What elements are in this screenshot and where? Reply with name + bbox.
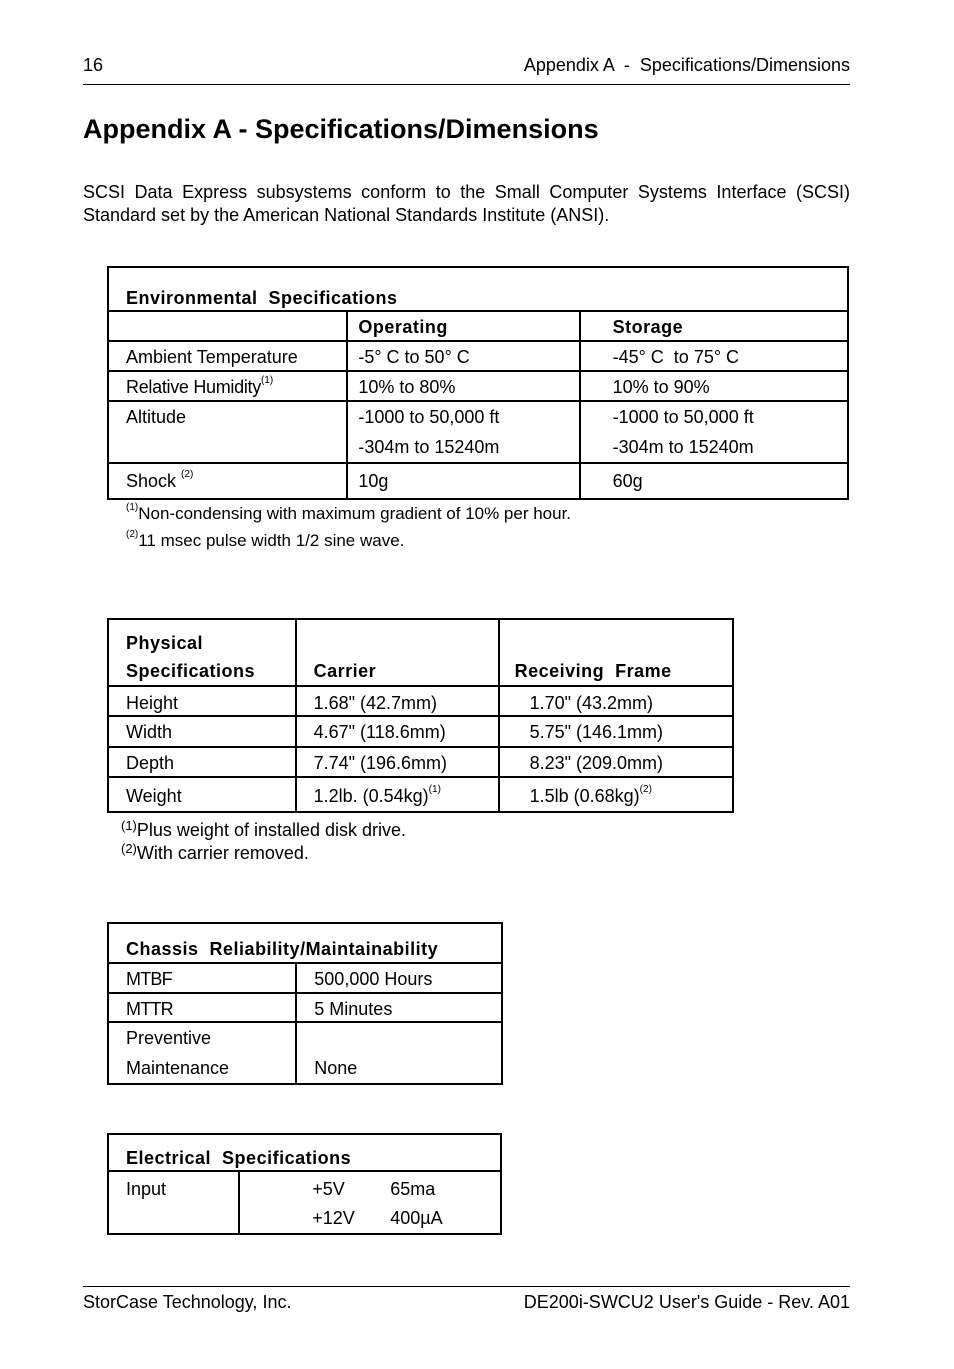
phys-row-carrier: 1.68" (42.7mm) [313, 693, 438, 713]
footnote-marker: (1) [126, 502, 139, 513]
phys-row-frame: 1.5lb (0.68kg) [529, 786, 640, 806]
chassis-row-label: Preventive [126, 1028, 212, 1048]
env-row-storage: 10% to 90% [612, 377, 710, 397]
chassis-row-value: 5 Minutes [314, 999, 393, 1019]
chassis-row-value: None [314, 1058, 358, 1078]
chassis-row-label: MTTR [126, 999, 173, 1019]
page-title: Appendix A - Specifications/Dimensions [83, 114, 599, 144]
table-row [108, 1171, 501, 1234]
chassis-title: Chassis Reliability/Maintainability [126, 939, 439, 959]
footer-company: StorCase Technology, Inc. [83, 1292, 292, 1312]
chassis-row-value: 500,000 Hours [314, 969, 433, 989]
table-row [108, 341, 848, 371]
env-row-operating: -1000 to 50,000 ft [358, 407, 500, 427]
table-row [108, 371, 848, 401]
table-row [108, 401, 848, 463]
phys-row-label: Weight [126, 786, 182, 806]
table-row [108, 1022, 502, 1084]
env-row-label: Shock [126, 471, 177, 491]
env-note-text: 11 msec pulse width 1/2 sine wave. [138, 531, 405, 550]
phys-row-carrier: 4.67" (118.6mm) [313, 722, 446, 742]
env-note-1 [126, 504, 571, 524]
phys-note-text: Plus weight of installed disk drive. [136, 820, 407, 840]
electrical-title: Electrical Specifications [126, 1148, 352, 1168]
footnote-marker: (2) [126, 529, 139, 540]
electrical-row [312, 1204, 500, 1233]
electrical-table [107, 1133, 502, 1235]
phys-title-line1: Physical [126, 633, 204, 653]
phys-row-carrier: 7.74" (196.6mm) [313, 753, 448, 773]
chassis-row-label: MTBF [126, 969, 172, 989]
footnote-marker: (2) [181, 469, 194, 480]
footnote-marker: (1) [121, 818, 137, 833]
electrical-voltage: +12V [312, 1208, 355, 1228]
phys-col-carrier: Carrier [313, 661, 377, 681]
env-row-label: Altitude [126, 407, 187, 427]
phys-row-frame: 5.75" (146.1mm) [529, 722, 664, 742]
env-note-text: Non-condensing with maximum gradient of 10% per hour. [138, 504, 572, 523]
intro-paragraph: SCSI Data Express subsystems conform to the Small Computer Systems Interface (SCSI) Standard set by the American National Standards Institute (ANSI). [83, 182, 850, 225]
footnote-marker: (1) [428, 784, 441, 795]
phys-note-2 [121, 843, 309, 864]
env-row-operating-metric: -304m to 15240m [358, 437, 500, 457]
table-row [108, 463, 848, 499]
phys-row-label: Height [126, 693, 179, 713]
footnote-marker: (2) [639, 784, 652, 795]
table-row [108, 747, 733, 777]
table-row [108, 777, 733, 812]
phys-row-label: Depth [126, 753, 175, 773]
header-rule [83, 84, 850, 85]
physical-spec-table [107, 618, 734, 813]
environmental-spec-table [107, 266, 849, 500]
phys-row-carrier: 1.2lb. (0.54kg) [313, 786, 429, 806]
electrical-current: 65ma [390, 1179, 436, 1199]
electrical-voltage: +5V [312, 1179, 345, 1199]
phys-note-1 [121, 820, 406, 841]
phys-row-frame: 1.70" (43.2mm) [529, 693, 654, 713]
env-row-storage-metric: -304m to 15240m [612, 437, 754, 457]
env-title-cell [108, 267, 848, 311]
phys-row-label: Width [126, 722, 173, 742]
table-row [108, 716, 733, 747]
footnote-marker: (2) [121, 841, 137, 856]
env-note-2 [126, 531, 404, 551]
table-row [108, 963, 502, 993]
chassis-table [107, 922, 503, 1085]
table-row [108, 686, 733, 716]
footer-rule [83, 1286, 850, 1287]
running-header: Appendix A - Specifications/Dimensions [523, 55, 850, 75]
env-row-storage: -45° C to 75° C [612, 347, 740, 367]
env-title: Environmental Specifications [126, 288, 398, 308]
phys-col-frame: Receiving Frame [514, 661, 672, 681]
table-row [108, 993, 502, 1022]
electrical-current: 400µA [390, 1208, 443, 1228]
phys-note-text: With carrier removed. [136, 843, 309, 863]
env-row-label: Relative Humidity [126, 377, 261, 397]
footer-guide: DE200i-SWCU2 User's Guide - Rev. A01 [523, 1292, 850, 1312]
phys-title-line2: Specifications [126, 661, 256, 681]
electrical-row [312, 1175, 500, 1204]
env-row-operating: -5° C to 50° C [358, 347, 470, 367]
env-col-operating: Operating [358, 317, 448, 337]
env-row-operating: 10% to 80% [358, 377, 456, 397]
electrical-input-label: Input [126, 1179, 167, 1199]
phys-row-frame: 8.23" (209.0mm) [529, 753, 664, 773]
env-empty-header [108, 311, 347, 341]
env-row-storage: -1000 to 50,000 ft [612, 407, 754, 427]
env-row-operating: 10g [358, 471, 389, 491]
env-row-storage: 60g [612, 471, 643, 491]
chassis-row-label-2: Maintenance [126, 1058, 230, 1078]
env-col-storage: Storage [612, 317, 684, 337]
footnote-marker: (1) [260, 375, 274, 386]
page-number: 16 [83, 55, 104, 75]
env-row-label: Ambient Temperature [126, 347, 298, 367]
